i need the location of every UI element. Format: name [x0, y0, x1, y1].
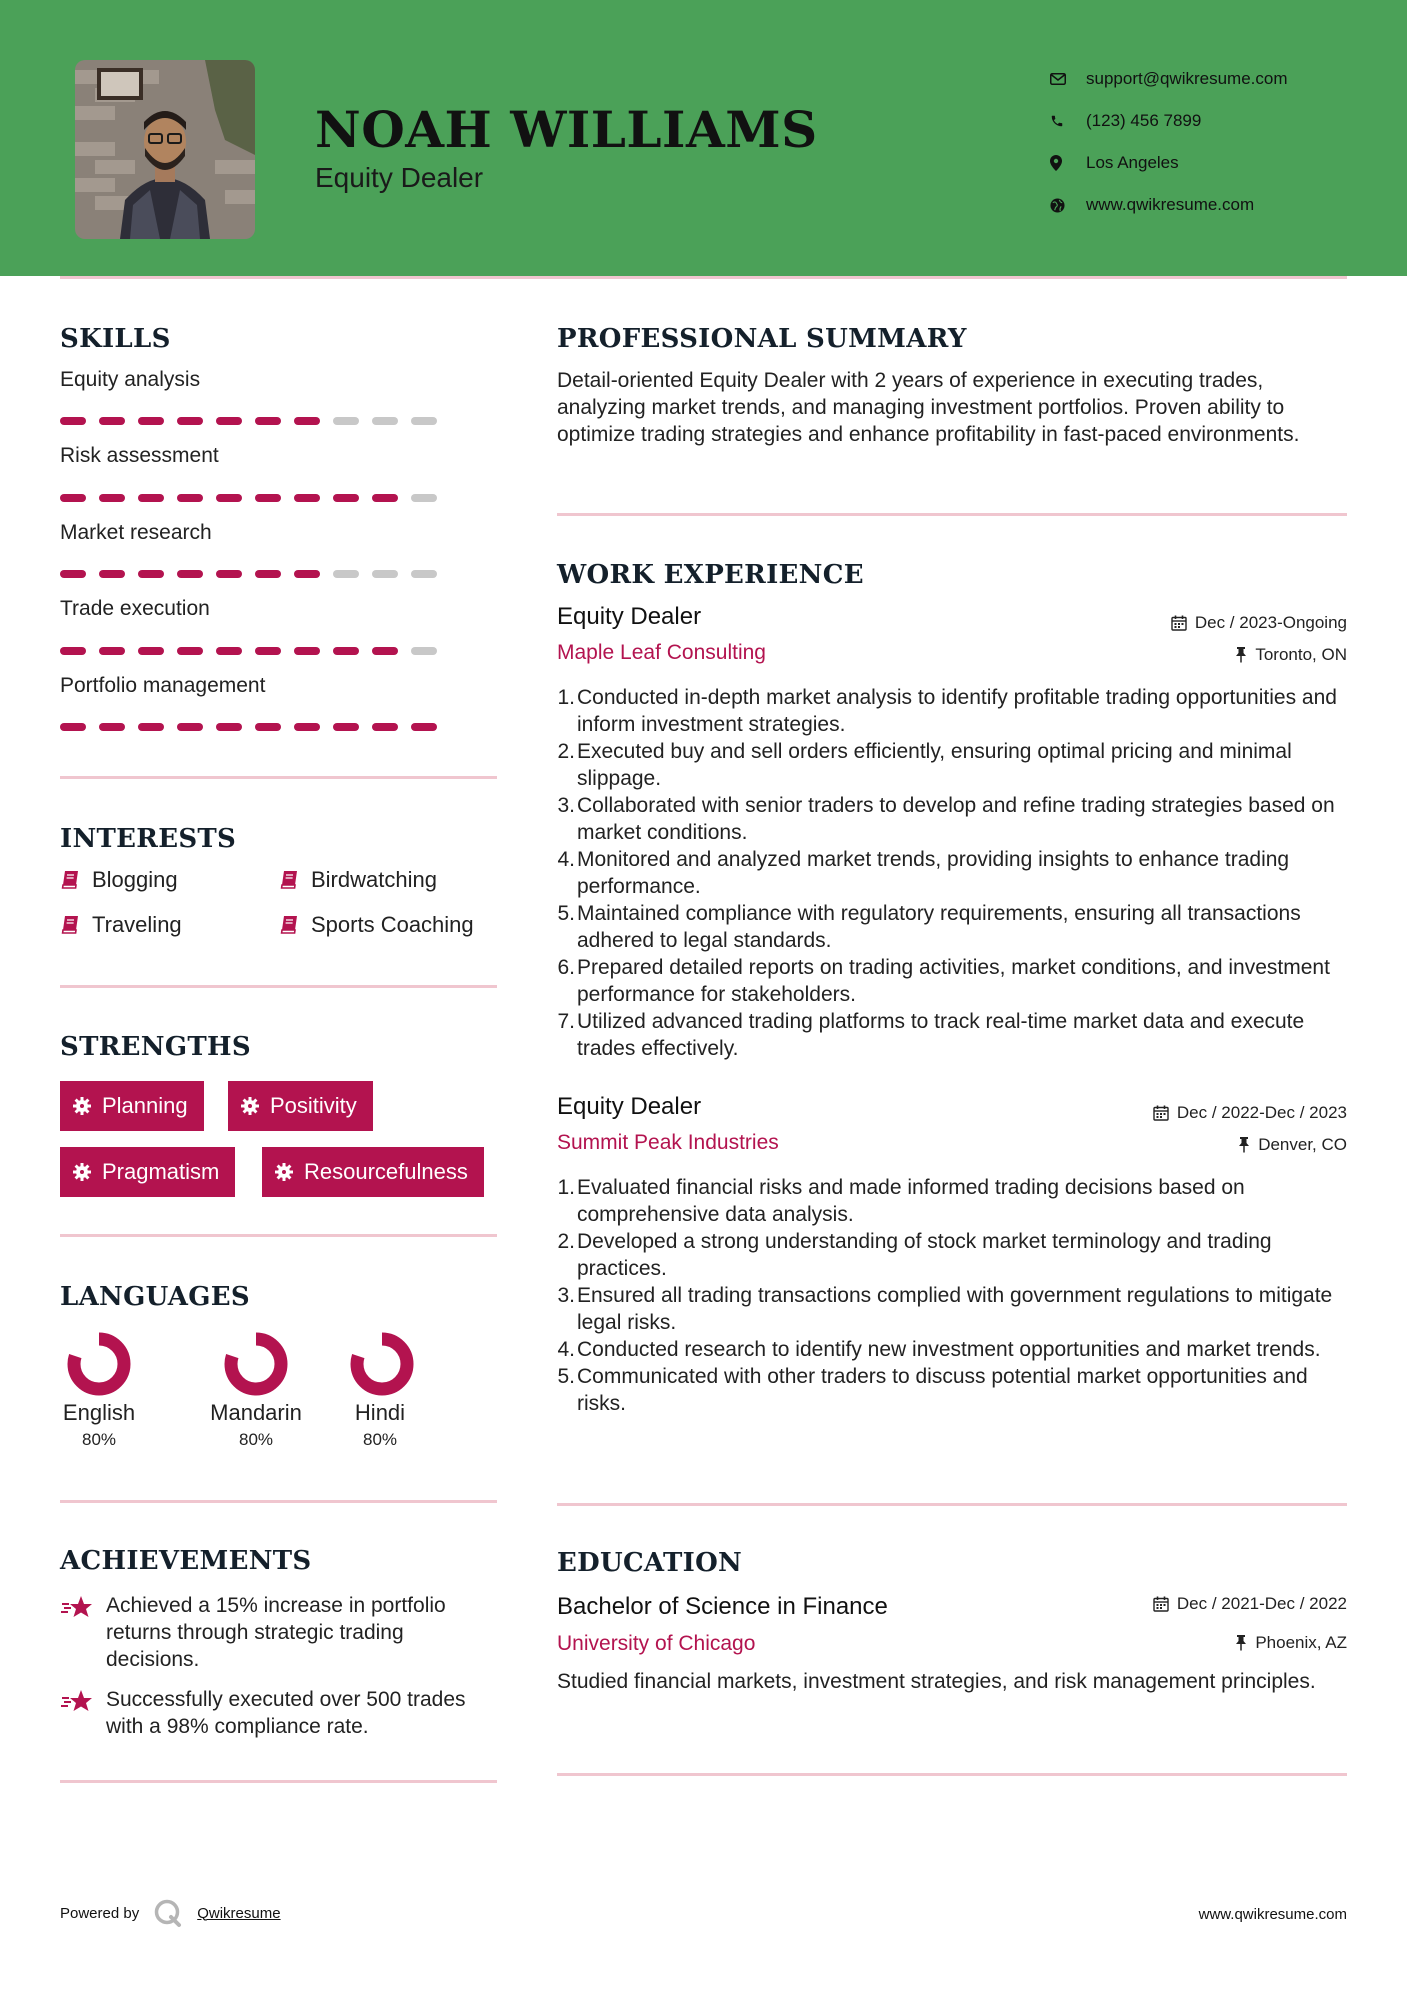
skill-dot-filled [60, 417, 86, 425]
contact-location-text: Los Angeles [1086, 153, 1179, 172]
calendar-icon [1171, 615, 1187, 631]
skill-name: Market research [60, 521, 212, 544]
list-item: 3. Collaborated with senior traders to develop and refine trading strategies based on market conditions. [555, 792, 1355, 846]
qwikresume-logo-icon [153, 1898, 183, 1928]
section-divider [557, 513, 1347, 516]
job-location [1235, 645, 1347, 665]
skill-dot-filled [255, 494, 281, 502]
skill-dot-filled [60, 647, 86, 655]
strength-label: Positivity [270, 1093, 357, 1118]
job-duties-list [555, 1174, 1355, 1417]
language-item [60, 1332, 138, 1450]
contact-website-text: www.qwikresume.com [1086, 195, 1255, 214]
job-location [1238, 1135, 1347, 1155]
skill-dot-filled [216, 647, 242, 655]
education-date-text: Dec / 2021-Dec / 2022 [1176, 1594, 1347, 1613]
achievement-text: Successfully executed over 500 trades with a 98% compliance rate. [106, 1688, 466, 1738]
language-progress-ring [350, 1332, 414, 1396]
pushpin-icon [1235, 1635, 1247, 1651]
language-percent: 80% [81, 1430, 117, 1449]
language-name: Mandarin [210, 1400, 302, 1425]
brand-link[interactable]: Qwikresume [197, 1904, 281, 1922]
contact-phone[interactable] [1050, 100, 1288, 142]
skill-dot-filled [333, 647, 359, 655]
gear-icon [72, 1096, 92, 1116]
gear-icon [274, 1162, 294, 1182]
strengths-heading: STRENGTHS [60, 1032, 251, 1062]
company-name: Summit Peak Industries [557, 1131, 779, 1154]
language-progress-ring [67, 1332, 131, 1396]
education-location-text: Phoenix, AZ [1255, 1633, 1347, 1652]
language-progress-arc [357, 1339, 407, 1389]
job-date-text: Dec / 2023-Ongoing [1194, 613, 1347, 632]
list-item-text: Monitored and analyzed market trends, providing insights to enhance trading performance. [577, 848, 1290, 898]
skill-dot-filled [294, 417, 320, 425]
education-location [1235, 1633, 1347, 1653]
profile-photo [75, 60, 255, 239]
skill-name: Portfolio management [60, 674, 266, 697]
job-location-text: Toronto, ON [1255, 645, 1347, 664]
interests-heading: INTERESTS [60, 824, 237, 854]
strength-label: Resourcefulness [304, 1159, 468, 1184]
job-date [1171, 613, 1347, 633]
interest-label: Blogging [92, 867, 178, 892]
list-item: 1. Evaluated financial risks and made informed trading decisions based on comprehensive data analysis. [555, 1174, 1355, 1228]
achievement-item [60, 1592, 500, 1673]
list-item: 5. Maintained compliance with regulatory requirements, ensuring all transactions adhered to legal standards. [555, 900, 1355, 954]
skill-level-dots [60, 494, 437, 502]
skill-dot-filled [99, 417, 125, 425]
skill-dot-filled [216, 494, 242, 502]
skill-dot-filled [60, 494, 86, 502]
header-divider [60, 276, 1347, 279]
skill-dot-filled [177, 494, 203, 502]
company-name: Maple Leaf Consulting [557, 641, 766, 664]
skill-dot-empty [333, 417, 359, 425]
skill-dot-filled [294, 494, 320, 502]
skills-heading: SKILLS [60, 324, 171, 354]
strength-tag [262, 1147, 484, 1197]
language-item [350, 1332, 410, 1450]
skill-dot-filled [138, 494, 164, 502]
skill-dot-empty [333, 570, 359, 578]
strength-tag [60, 1147, 235, 1197]
education-heading: EDUCATION [557, 1548, 743, 1578]
strength-label: Pragmatism [102, 1159, 220, 1184]
list-item: 6. Prepared detailed reports on trading activities, market conditions, and investment performance for stakeholders. [555, 954, 1355, 1008]
skill-dot-filled [372, 723, 398, 731]
skill-dot-filled [60, 570, 86, 578]
skill-dot-filled [138, 570, 164, 578]
skill-dot-empty [411, 494, 437, 502]
skill-dot-filled [333, 494, 359, 502]
skill-dot-empty [372, 570, 398, 578]
resume-header [0, 0, 1407, 276]
achievement-item [60, 1686, 500, 1740]
achievement-text: Achieved a 15% increase in portfolio returns through strategic trading decisions. [106, 1594, 446, 1671]
list-item: 1. Conducted in-depth market analysis to identify profitable trading opportunities and inform investment strategies. [555, 684, 1355, 738]
section-divider [557, 1503, 1347, 1506]
job-title: Equity Dealer [557, 1093, 702, 1120]
list-item-text: Utilized advanced trading platforms to track real-time market data and execute trades effectively. [577, 1010, 1305, 1060]
skill-dot-filled [372, 647, 398, 655]
language-item [206, 1332, 306, 1450]
skill-dot-empty [411, 417, 437, 425]
skill-dot-filled [216, 417, 242, 425]
language-progress-ring [224, 1332, 288, 1396]
footer-powered-by [60, 1898, 281, 1928]
skill-dot-filled [216, 723, 242, 731]
interest-item [279, 912, 474, 938]
list-item: 3. Ensured all trading transactions complied with government regulations to mitigate legal risks. [555, 1282, 1355, 1336]
skill-dot-filled [255, 417, 281, 425]
interest-item [60, 912, 182, 938]
phone-icon [1050, 114, 1086, 128]
list-item-text: Maintained compliance with regulatory requirements, ensuring all transactions adhered to legal standards. [577, 902, 1301, 952]
skill-dot-filled [294, 570, 320, 578]
skill-level-dots [60, 417, 437, 425]
calendar-icon [1153, 1105, 1169, 1121]
list-item: 2. Developed a strong understanding of stock market terminology and trading practices. [555, 1228, 1355, 1282]
calendar-icon [1153, 1596, 1169, 1612]
interest-item [279, 867, 437, 893]
book-icon [279, 915, 299, 935]
list-item: 4. Monitored and analyzed market trends, providing insights to enhance trading performance. [555, 846, 1355, 900]
skill-dot-filled [216, 570, 242, 578]
job-date [1153, 1103, 1347, 1123]
skill-dot-empty [372, 417, 398, 425]
education-date [1153, 1594, 1347, 1614]
skill-name: Equity analysis [60, 368, 201, 391]
list-item-text: Conducted research to identify new investment opportunities and market trends. [577, 1338, 1321, 1361]
skill-dot-filled [294, 647, 320, 655]
interest-item [60, 867, 178, 893]
skill-dot-filled [372, 494, 398, 502]
skill-dot-filled [99, 494, 125, 502]
contact-email[interactable] [1050, 58, 1288, 100]
language-progress-arc [74, 1339, 124, 1389]
list-item-text: Executed buy and sell orders efficiently, ensuring optimal pricing and minimal slippage. [577, 740, 1292, 790]
skill-dot-filled [255, 723, 281, 731]
skill-dot-filled [138, 417, 164, 425]
skill-level-dots [60, 570, 437, 578]
list-item: 2. Executed buy and sell orders efficiently, ensuring optimal pricing and minimal slippage. [555, 738, 1355, 792]
skill-dot-filled [177, 647, 203, 655]
skill-level-dots [60, 647, 437, 655]
skill-name: Trade execution [60, 597, 210, 620]
footer-url[interactable]: www.qwikresume.com [1198, 1906, 1347, 1923]
list-item-text: Conducted in-depth market analysis to identify profitable trading opportunities and inform investment strategies. [577, 686, 1337, 736]
section-divider [557, 1773, 1347, 1776]
interest-label: Sports Coaching [311, 912, 474, 937]
strength-label: Planning [102, 1093, 188, 1118]
skill-dot-filled [177, 570, 203, 578]
candidate-name: NOAH WILLIAMS [315, 100, 818, 159]
pushpin-icon [1235, 647, 1247, 663]
contact-email-text: support@qwikresume.com [1086, 69, 1288, 88]
book-icon [60, 870, 80, 890]
skill-dot-filled [99, 647, 125, 655]
skill-dot-empty [411, 647, 437, 655]
section-divider [60, 1780, 497, 1783]
skill-dot-filled [99, 723, 125, 731]
skill-dot-filled [60, 723, 86, 731]
skill-dot-empty [411, 570, 437, 578]
skill-dot-filled [177, 723, 203, 731]
summary-heading: PROFESSIONAL SUMMARY [557, 324, 967, 354]
language-name: English [62, 1400, 136, 1425]
section-divider [60, 1234, 497, 1237]
globe-icon [1050, 198, 1086, 213]
skill-dot-filled [294, 723, 320, 731]
language-percent: 80% [238, 1430, 274, 1449]
list-item: 7. Utilized advanced trading platforms to track real-time market data and execute trades effectively. [555, 1008, 1355, 1062]
list-item-text: Evaluated financial risks and made informed trading decisions based on comprehensive data analysis. [577, 1176, 1245, 1226]
achievements-heading: ACHIEVEMENTS [60, 1546, 312, 1576]
list-item-text: Collaborated with senior traders to develop and refine trading strategies based on market conditions. [577, 794, 1335, 844]
skill-dot-filled [99, 570, 125, 578]
contact-list [1050, 58, 1288, 226]
gear-icon [72, 1162, 92, 1182]
interest-label: Birdwatching [311, 867, 437, 892]
powered-by-label: Powered by [60, 1904, 140, 1922]
gear-icon [240, 1096, 260, 1116]
list-item-text: Prepared detailed reports on trading activities, market conditions, and investment performance for stakeholders. [577, 956, 1330, 1006]
education-description: Studied financial markets, investment strategies, and risk management principles. [557, 1670, 1316, 1693]
skill-dot-filled [411, 723, 437, 731]
school-name: University of Chicago [557, 1632, 756, 1655]
list-item-text: Ensured all trading transactions complied with government regulations to mitigate legal risks. [577, 1284, 1333, 1334]
list-item-text: Communicated with other traders to discuss potential market opportunities and risks. [577, 1365, 1308, 1415]
section-divider [60, 1500, 497, 1503]
section-divider [60, 776, 497, 779]
book-icon [60, 915, 80, 935]
star-icon [60, 1688, 94, 1714]
skill-dot-filled [138, 723, 164, 731]
job-date-text: Dec / 2022-Dec / 2023 [1176, 1103, 1347, 1122]
experience-heading: WORK EXPERIENCE [557, 560, 864, 590]
strength-tag [60, 1081, 204, 1131]
skill-dot-filled [177, 417, 203, 425]
candidate-title: Equity Dealer [315, 162, 484, 193]
envelope-icon [1050, 73, 1086, 85]
section-divider [60, 985, 497, 988]
language-name: Hindi [354, 1400, 406, 1425]
map-pin-icon [1050, 155, 1086, 171]
skill-level-dots [60, 723, 437, 731]
interest-label: Traveling [92, 912, 182, 937]
summary-text: Detail-oriented Equity Dealer with 2 years of experience in executing trades, analyzing market trends, and managing investment portfolios. Proven ability to optimize trading strategies and enhance profitability in fast-paced environments. [557, 369, 1300, 446]
language-progress-arc [231, 1339, 281, 1389]
strength-tag [228, 1081, 373, 1131]
skill-dot-filled [255, 570, 281, 578]
contact-phone-text: (123) 456 7899 [1086, 111, 1202, 130]
list-item-text: Developed a strong understanding of stock market terminology and trading practices. [577, 1230, 1272, 1280]
job-title: Equity Dealer [557, 603, 702, 630]
star-icon [60, 1594, 94, 1620]
job-location-text: Denver, CO [1258, 1135, 1347, 1154]
contact-location [1050, 142, 1288, 184]
skill-dot-filled [255, 647, 281, 655]
book-icon [279, 870, 299, 890]
languages-heading: LANGUAGES [60, 1282, 250, 1312]
list-item: 5. Communicated with other traders to discuss potential market opportunities and risks. [555, 1363, 1355, 1417]
skill-name: Risk assessment [60, 444, 219, 467]
pushpin-icon [1238, 1137, 1250, 1153]
job-duties-list [555, 684, 1355, 1062]
language-percent: 80% [362, 1430, 398, 1449]
degree-title: Bachelor of Science in Finance [557, 1593, 888, 1620]
skill-dot-filled [138, 647, 164, 655]
list-item: 4. Conducted research to identify new investment opportunities and market trends. [557, 1338, 1321, 1361]
contact-website[interactable] [1050, 184, 1288, 226]
skill-dot-filled [333, 723, 359, 731]
